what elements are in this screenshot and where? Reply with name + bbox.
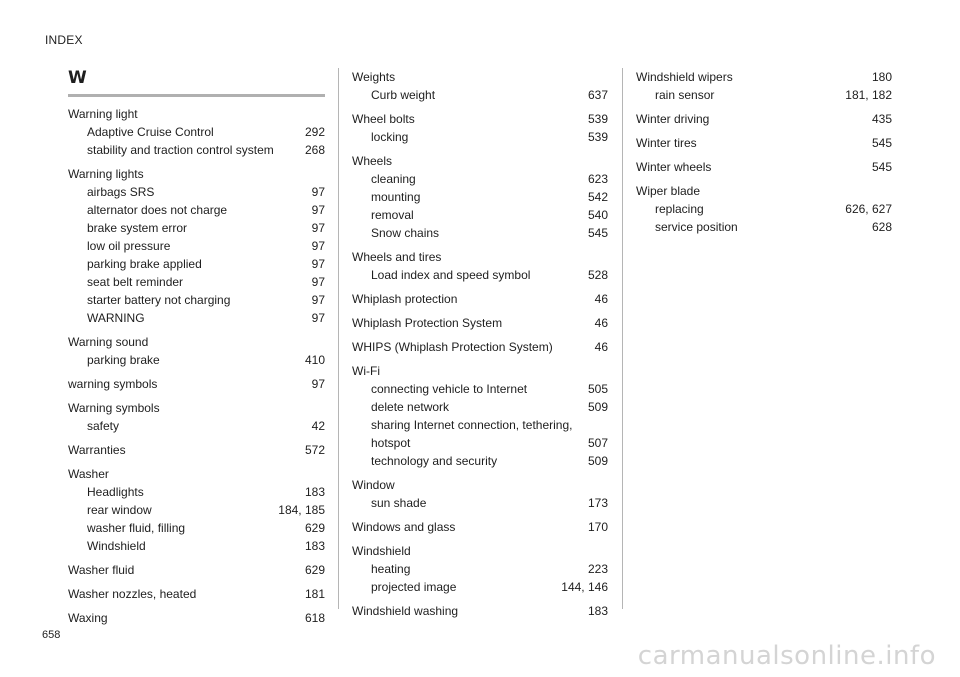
- index-subentries: [352, 380, 608, 470]
- index-entry: [68, 165, 325, 327]
- index-row: [352, 560, 608, 578]
- index-row: [352, 452, 608, 470]
- index-page-ref[interactable]: 97: [311, 377, 325, 391]
- section-letter: W: [68, 68, 87, 88]
- index-term: connecting vehicle to Internet: [371, 382, 528, 396]
- index-entry: [68, 105, 325, 159]
- index-row: [68, 255, 325, 273]
- index-page-ref[interactable]: 509: [587, 454, 608, 468]
- index-term: locking: [371, 130, 409, 144]
- index-row: [352, 362, 608, 380]
- index-entry: [352, 152, 608, 242]
- index-subentries: [352, 494, 608, 512]
- index-page-ref[interactable]: 144, 146: [561, 580, 608, 594]
- index-page-ref[interactable]: 97: [311, 293, 325, 307]
- index-row: [68, 183, 325, 201]
- index-term: Wheels: [352, 154, 393, 168]
- index-term: Whiplash Protection System: [352, 316, 503, 330]
- index-row: [636, 68, 892, 86]
- index-row: [352, 152, 608, 170]
- index-row: [68, 483, 325, 501]
- index-page-ref[interactable]: 183: [304, 539, 325, 553]
- index-page-ref[interactable]: 637: [587, 88, 608, 102]
- index-page-ref[interactable]: 505: [587, 382, 608, 396]
- index-page-ref[interactable]: 292: [304, 125, 325, 139]
- index-term: Weights: [352, 70, 396, 84]
- index-page-ref[interactable]: 629: [304, 521, 325, 535]
- index-page-ref[interactable]: 618: [304, 611, 325, 625]
- index-term: service position: [655, 220, 738, 234]
- index-page-ref[interactable]: 545: [871, 136, 892, 150]
- index-row: [636, 134, 892, 152]
- index-term: parking brake: [87, 353, 160, 367]
- index-term: washer fluid, filling: [87, 521, 186, 535]
- index-term: Snow chains: [371, 226, 440, 240]
- index-term: projected image: [371, 580, 457, 594]
- index-row: [68, 201, 325, 219]
- index-page-ref[interactable]: 46: [594, 292, 608, 306]
- index-term: Wi-Fi: [352, 364, 380, 378]
- index-row: [352, 110, 608, 128]
- index-page-ref[interactable]: 629: [304, 563, 325, 577]
- index-term: technology and security: [371, 454, 498, 468]
- index-term: safety: [87, 419, 120, 433]
- index-page-ref[interactable]: 509: [587, 400, 608, 414]
- index-term: Waxing: [68, 611, 108, 625]
- index-row: [352, 188, 608, 206]
- section-letter-rule: [68, 94, 325, 97]
- index-row: [68, 141, 325, 159]
- index-page-ref[interactable]: 435: [871, 112, 892, 126]
- index-term: delete network: [371, 400, 450, 414]
- index-page-ref[interactable]: 539: [587, 112, 608, 126]
- index-term: Winter driving: [636, 112, 710, 126]
- index-page-ref[interactable]: 540: [587, 208, 608, 222]
- index-term: Windshield wipers: [636, 70, 733, 84]
- index-entry: [636, 182, 892, 236]
- index-page-ref[interactable]: 528: [587, 268, 608, 282]
- index-row: [352, 206, 608, 224]
- index-row: [352, 170, 608, 188]
- index-subentries: [352, 560, 608, 596]
- index-page-ref[interactable]: 173: [587, 496, 608, 510]
- index-row: [352, 416, 608, 434]
- index-page-ref[interactable]: 97: [311, 203, 325, 217]
- index-term: Whiplash protection: [352, 292, 458, 306]
- index-term: starter battery not charging: [87, 293, 231, 307]
- index-column-1: [68, 68, 325, 633]
- index-subentries: [636, 86, 892, 104]
- index-row: [68, 333, 325, 351]
- index-subentries: [352, 128, 608, 146]
- index-row: [68, 237, 325, 255]
- index-entry: [68, 465, 325, 555]
- index-term: Headlights: [87, 485, 144, 499]
- index-subentries: [636, 200, 892, 236]
- index-row: [352, 128, 608, 146]
- index-page-ref[interactable]: 410: [304, 353, 325, 367]
- index-row: [352, 338, 608, 356]
- index-page-ref[interactable]: 572: [304, 443, 325, 457]
- index-entries: [68, 105, 325, 627]
- index-row: [636, 110, 892, 128]
- index-page-ref[interactable]: 542: [587, 190, 608, 204]
- index-row: [68, 519, 325, 537]
- index-row: [352, 602, 608, 620]
- index-row: [68, 417, 325, 435]
- index-page-ref[interactable]: 268: [304, 143, 325, 157]
- index-row: [68, 609, 325, 627]
- index-term: rear window: [87, 503, 152, 517]
- index-term: Warning light: [68, 107, 138, 121]
- index-term: WHIPS (Whiplash Protection System): [352, 340, 553, 354]
- index-row: [68, 441, 325, 459]
- index-row: [352, 248, 608, 266]
- index-page-ref[interactable]: 97: [311, 239, 325, 253]
- index-term: Washer: [68, 467, 109, 481]
- index-entry: [68, 585, 325, 603]
- index-term: sun shade: [371, 496, 427, 510]
- index-page-ref[interactable]: 46: [594, 316, 608, 330]
- index-subentries: [352, 170, 608, 242]
- index-row: [68, 537, 325, 555]
- index-term: Washer nozzles, heated: [68, 587, 197, 601]
- index-column-3: [636, 68, 892, 242]
- index-page-ref[interactable]: 97: [311, 257, 325, 271]
- index-row: [352, 314, 608, 332]
- index-entry: [352, 110, 608, 146]
- index-subentries: [68, 483, 325, 555]
- index-term: WARNING: [87, 311, 145, 325]
- index-row: [68, 105, 325, 123]
- index-entry: [352, 338, 608, 356]
- index-term: Wheels and tires: [352, 250, 442, 264]
- index-row: [68, 501, 325, 519]
- index-page-ref[interactable]: 97: [311, 275, 325, 289]
- index-term: parking brake applied: [87, 257, 202, 271]
- index-row: [68, 273, 325, 291]
- index-entry: [68, 441, 325, 459]
- index-entry: [352, 248, 608, 284]
- index-entries: [636, 68, 892, 236]
- index-entry: [636, 158, 892, 176]
- index-subentries: [352, 86, 608, 104]
- index-entry: [636, 110, 892, 128]
- index-page-ref[interactable]: 181: [304, 587, 325, 601]
- index-term: Windshield: [87, 539, 146, 553]
- index-page-ref[interactable]: 184, 185: [278, 503, 325, 517]
- index-term: Warning lights: [68, 167, 144, 181]
- index-term: Windshield washing: [352, 604, 459, 618]
- index-term: heating: [371, 562, 411, 576]
- index-row: [352, 86, 608, 104]
- index-row: [68, 123, 325, 141]
- index-page-ref[interactable]: 507: [587, 436, 608, 450]
- index-page-ref[interactable]: 183: [304, 485, 325, 499]
- index-row: [636, 182, 892, 200]
- index-row: [68, 309, 325, 327]
- index-term: brake system error: [87, 221, 188, 235]
- index-term: rain sensor: [655, 88, 715, 102]
- index-row: [68, 585, 325, 603]
- index-row: [636, 158, 892, 176]
- index-entry: [352, 542, 608, 596]
- index-term: Window: [352, 478, 395, 492]
- index-page-ref[interactable]: 623: [587, 172, 608, 186]
- index-page-ref[interactable]: 97: [311, 221, 325, 235]
- index-subentries: [68, 417, 325, 435]
- index-page-ref[interactable]: 539: [587, 130, 608, 144]
- index-subentries: [68, 123, 325, 159]
- index-page-ref[interactable]: 545: [587, 226, 608, 240]
- index-page-ref[interactable]: 170: [587, 520, 608, 534]
- index-term: alternator does not charge: [87, 203, 228, 217]
- index-row: [68, 219, 325, 237]
- watermark: carmanualsonline.info: [637, 641, 936, 671]
- index-term: replacing: [655, 202, 704, 216]
- index-row: [352, 398, 608, 416]
- index-term: Washer fluid: [68, 563, 135, 577]
- index-row: [352, 68, 608, 86]
- index-term: Curb weight: [371, 88, 436, 102]
- index-term: Warranties: [68, 443, 126, 457]
- index-row: [352, 494, 608, 512]
- index-term: low oil pressure: [87, 239, 171, 253]
- index-term: Wheel bolts: [352, 112, 415, 126]
- index-page-ref[interactable]: 180: [871, 70, 892, 84]
- index-term: seat belt reminder: [87, 275, 184, 289]
- index-entry: [352, 602, 608, 620]
- index-term: Winter wheels: [636, 160, 712, 174]
- index-page-ref[interactable]: 46: [594, 340, 608, 354]
- index-term: Winter tires: [636, 136, 697, 150]
- index-column-2: [352, 68, 608, 626]
- index-entry: [68, 333, 325, 369]
- index-entry: [352, 362, 608, 470]
- index-entries: [352, 68, 608, 620]
- index-row: [636, 200, 892, 218]
- index-term: sharing Internet connection, tethering,: [371, 418, 573, 432]
- index-term: stability and traction control system: [87, 143, 274, 157]
- index-term: Adaptive Cruise Control: [87, 125, 214, 139]
- index-row: [352, 578, 608, 596]
- index-row: [68, 165, 325, 183]
- index-entry: [352, 290, 608, 308]
- index-entry: [352, 518, 608, 536]
- index-row: [352, 380, 608, 398]
- index-row: [352, 290, 608, 308]
- index-entry: [68, 375, 325, 393]
- index-term: hotspot: [371, 436, 411, 450]
- index-row: [352, 476, 608, 494]
- index-entry: [636, 68, 892, 104]
- index-term: mounting: [371, 190, 421, 204]
- index-subentries: [68, 183, 325, 327]
- index-entry: [352, 314, 608, 332]
- index-entry: [352, 68, 608, 104]
- index-page-ref[interactable]: 97: [311, 185, 325, 199]
- page-number: 658: [42, 629, 61, 641]
- index-term: cleaning: [371, 172, 416, 186]
- index-entry: [636, 134, 892, 152]
- running-header: INDEX: [45, 33, 83, 47]
- index-term: Windows and glass: [352, 520, 456, 534]
- index-term: Windshield: [352, 544, 411, 558]
- index-page-ref[interactable]: 183: [587, 604, 608, 618]
- index-entry: [68, 399, 325, 435]
- index-row: [636, 86, 892, 104]
- index-entry: [68, 561, 325, 579]
- index-page-ref[interactable]: 628: [871, 220, 892, 234]
- column-divider: [338, 68, 339, 609]
- index-row: [68, 465, 325, 483]
- index-row: [68, 399, 325, 417]
- index-subentries: [68, 351, 325, 369]
- index-term: Warning symbols: [68, 401, 160, 415]
- index-page-ref[interactable]: 97: [311, 311, 325, 325]
- index-page-ref[interactable]: 181, 182: [845, 88, 892, 102]
- index-page-ref[interactable]: 545: [871, 160, 892, 174]
- index-term: Wiper blade: [636, 184, 701, 198]
- column-divider: [622, 68, 623, 609]
- index-term: Warning sound: [68, 335, 149, 349]
- index-entry: [352, 476, 608, 512]
- index-row: [352, 266, 608, 284]
- index-row: [352, 434, 608, 452]
- index-row: [352, 518, 608, 536]
- index-row: [68, 375, 325, 393]
- index-row: [352, 542, 608, 560]
- index-subentries: [352, 266, 608, 284]
- index-row: [68, 351, 325, 369]
- index-row: [68, 561, 325, 579]
- index-page-ref[interactable]: 223: [587, 562, 608, 576]
- index-row: [68, 291, 325, 309]
- index-page-ref[interactable]: 42: [311, 419, 325, 433]
- index-row: [352, 224, 608, 242]
- index-term: airbags SRS: [87, 185, 155, 199]
- index-row: [636, 218, 892, 236]
- index-term: warning symbols: [68, 377, 158, 391]
- index-entry: [68, 609, 325, 627]
- index-term: Load index and speed symbol: [371, 268, 531, 282]
- index-page-ref[interactable]: 626, 627: [845, 202, 892, 216]
- index-term: removal: [371, 208, 414, 222]
